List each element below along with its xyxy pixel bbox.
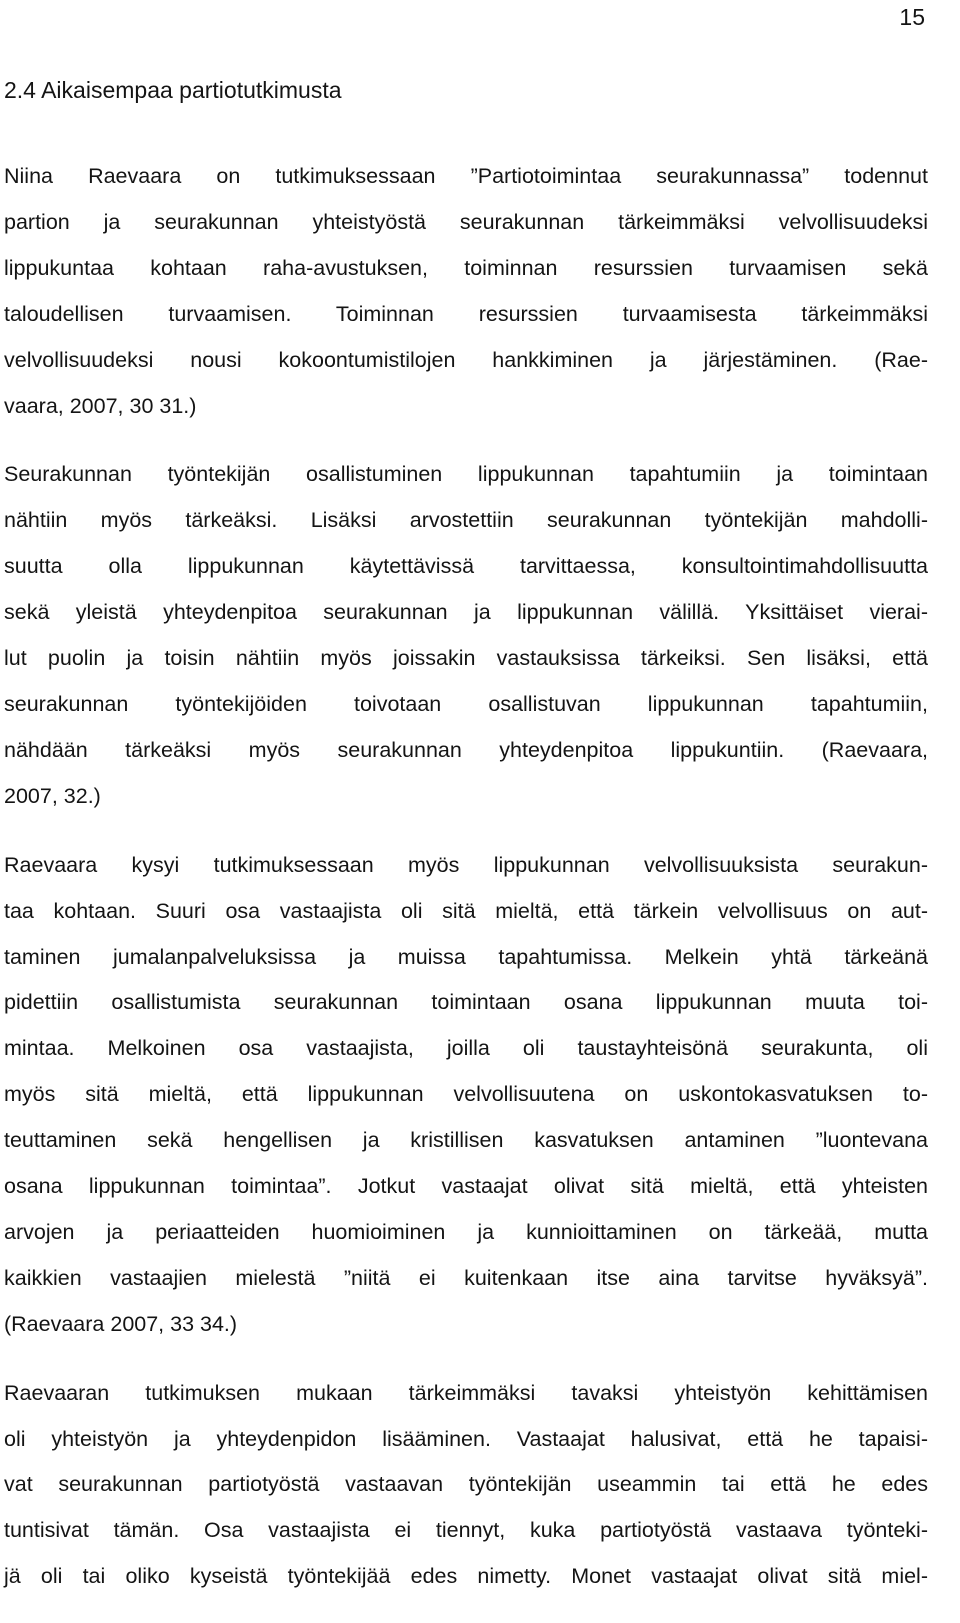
paragraph <box>4 452 928 819</box>
text-line: lippukuntaa kohtaan raha-avustuksen, toiminnan resurssien turvaamisen sekä <box>4 255 928 280</box>
text-line: taloudellisen turvaamisen. Toiminnan resurssien turvaamisesta tärkeimmäksi <box>4 301 928 326</box>
text-line: suutta olla lippukunnan käytettävissä tarvittaessa, konsultointimahdollisuutta <box>4 554 928 579</box>
text-line: velvollisuudeksi nousi kokoontumistilojen hankkiminen ja järjestäminen. (Rae- <box>4 347 928 372</box>
text-line: nähtiin myös tärkeäksi. Lisäksi arvostettiin seurakunnan työntekijän mahdolli- <box>4 508 928 533</box>
section-heading: 2.4 Aikaisempaa partiotutkimusta <box>4 77 342 103</box>
text-line: arvojen ja periaatteiden huomioiminen ja kunnioittaminen on tärkeää, mutta <box>4 1219 928 1244</box>
page-number: 15 <box>899 4 925 30</box>
paragraph <box>4 154 928 429</box>
text-line: partion ja seurakunnan yhteistyöstä seurakunnan tärkeimmäksi velvollisuudeksi <box>4 209 928 234</box>
text-line: Raevaaran tutkimuksen mukaan tärkeimmäksi tavaksi yhteistyön kehittämisen <box>4 1380 928 1405</box>
text-line: taminen jumalanpalveluksissa ja muissa tapahtumissa. Melkein yhtä tärkeänä <box>4 944 928 969</box>
text-line: kaikkien vastaajien mielestä ”niitä ei kuitenkaan itse aina tarvitse hyväksyä”. <box>4 1265 928 1290</box>
text-line: Raevaara kysyi tutkimuksessaan myös lippukunnan velvollisuuksista seurakun- <box>4 852 928 877</box>
text-line: Seurakunnan työntekijän osallistuminen lippukunnan tapahtumiin ja toimintaan <box>4 462 928 487</box>
text-line: taa kohtaan. Suuri osa vastaajista oli sitä mieltä, että tärkein velvollisuus on aut- <box>4 898 928 923</box>
text-line: vat seurakunnan partiotyöstä vastaavan työntekijän useammin tai että he edes <box>4 1472 928 1497</box>
text-line: nähdään tärkeäksi myös seurakunnan yhteydenpitoa lippukuntiin. (Raevaara, <box>4 737 928 762</box>
text-line: sekä yleistä yhteydenpitoa seurakunnan ja lippukunnan välillä. Yksittäiset vierai- <box>4 600 928 625</box>
text-line: lut puolin ja toisin nähtiin myös joissakin vastauksissa tärkeiksi. Sen lisäksi, että <box>4 646 928 671</box>
text-line: myös sitä mieltä, että lippukunnan velvollisuutena on uskontokasvatuksen to- <box>4 1082 928 1107</box>
text-line: 2007, 32.) <box>4 783 101 808</box>
text-line: osana lippukunnan toimintaa”. Jotkut vastaajat olivat sitä mieltä, että yhteisten <box>4 1174 928 1199</box>
text-line: vaara, 2007, 30 31.) <box>4 393 197 418</box>
text-line: mintaa. Melkoinen osa vastaajista, joilla oli taustayhteisönä seurakunta, oli <box>4 1036 928 1061</box>
text-line: pidettiin osallistumista seurakunnan toimintaan osana lippukunnan muuta toi- <box>4 990 928 1015</box>
text-line: (Raevaara 2007, 33 34.) <box>4 1311 238 1336</box>
text-line: tuntisivat tämän. Osa vastaajista ei tiennyt, kuka partiotyöstä vastaava työnteki- <box>4 1518 928 1543</box>
text-line: jä oli tai oliko kyseistä työntekijää edes nimetty. Monet vastaajat olivat sitä miel- <box>4 1564 928 1589</box>
text-line: oli yhteistyön ja yhteydenpidon lisääminen. Vastaajat halusivat, että he tapaisi- <box>4 1426 928 1451</box>
paragraph <box>4 843 928 1348</box>
text-line: seurakunnan työntekijöiden toivotaan osallistuvan lippukunnan tapahtumiin, <box>4 691 928 716</box>
text-line: Niina Raevaara on tutkimuksessaan ”Partiotoimintaa seurakunnassa” todennut <box>4 164 928 188</box>
document-body <box>4 154 928 1623</box>
text-line: teuttaminen sekä hengellisen ja kristillisen kasvatuksen antaminen ”luontevana <box>4 1128 928 1153</box>
paragraph <box>4 1371 928 1601</box>
